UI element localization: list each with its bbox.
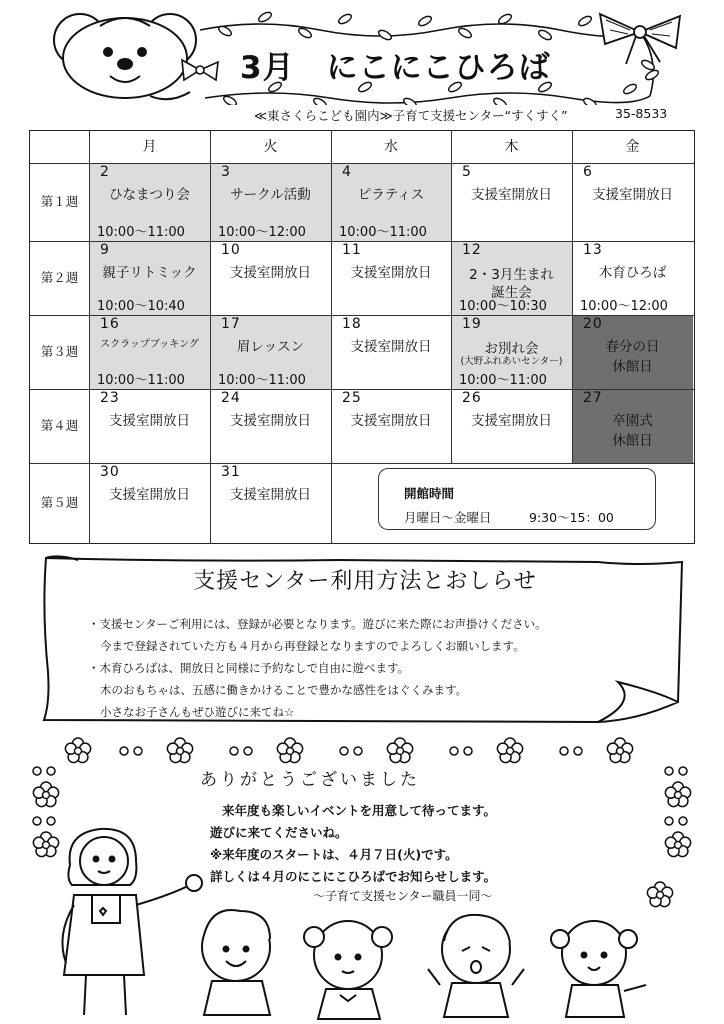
event-time: 10:00～11:00 [218, 373, 306, 388]
grid-vline [331, 131, 332, 463]
flower-icon [167, 738, 192, 763]
event-title: 支援室開放日 [592, 187, 673, 203]
grid-hline [30, 315, 694, 316]
flower-icon [665, 832, 690, 857]
dot-pair-icon [450, 747, 472, 755]
event-title: 親子リトミック [102, 265, 197, 281]
event-subtitle: 休館日 [612, 433, 653, 449]
event-title: スクラップブッキング [100, 339, 199, 350]
event-time: 10:00～11:00 [459, 373, 547, 388]
day-cell [210, 389, 331, 463]
event-title: 支援室開放日 [230, 265, 311, 281]
calendar-grid [29, 130, 695, 544]
child-icon [428, 915, 524, 1017]
event-subtitle: 誕生会 [491, 285, 532, 301]
dot-pair-icon [120, 747, 142, 755]
page-title: 3月 にこにこひろば [240, 50, 551, 86]
grid-vline [89, 131, 90, 543]
thanks-title: ありがとうございました [200, 770, 420, 790]
day-cell [572, 163, 693, 241]
thanks-line: 詳しくは４月のにこにこひろばでお知らせします。 [210, 869, 497, 884]
event-time: 10:00～12:00 [218, 225, 306, 240]
day-number: 23 [100, 390, 120, 406]
weekday-header: 金 [625, 139, 640, 155]
vine-leaf-icon [622, 82, 638, 95]
dot-pair-icon [33, 817, 55, 825]
day-number: 31 [221, 464, 241, 480]
notice-line: 小さなお子さんもぜひ遊びに来てね☆ [100, 705, 295, 719]
flower-icon [497, 738, 522, 763]
opening-hours-time: 9:30～15：00 [529, 510, 614, 525]
day-cell [451, 315, 572, 389]
teddy-bear-icon [54, 14, 196, 99]
event-title: 支援室開放日 [350, 413, 432, 429]
day-number: 10 [221, 242, 241, 258]
event-time: 10:00～10:40 [97, 299, 185, 314]
day-cell [331, 315, 451, 389]
event-time: 10:00～10:30 [459, 299, 547, 314]
notice-line: 今まで登録されていた方も４月から再登録となりますのでよろしくお願いします。 [100, 639, 525, 653]
teacher-icon [62, 829, 202, 1015]
day-cell [89, 463, 210, 543]
staff-signature: ～子育て支援センター職員一同～ [313, 889, 493, 903]
week-label: 第４週 [40, 418, 79, 433]
dot-pair-icon [665, 767, 687, 775]
notice-panel [38, 552, 692, 728]
flower-icon [277, 738, 302, 763]
weekday-header: 月 [142, 139, 157, 155]
bow-ribbon-icon [600, 14, 680, 64]
day-number: 18 [342, 316, 362, 332]
day-cell [331, 241, 451, 315]
day-number: 27 [583, 390, 603, 406]
flower-icon [33, 832, 58, 857]
vine-leaf-icon [457, 26, 473, 39]
day-cell [89, 315, 210, 389]
day-cell [572, 315, 693, 389]
flower-icon [387, 738, 412, 763]
week-label: 第５週 [40, 495, 79, 510]
day-number: 16 [100, 316, 120, 332]
event-time: 10:00～11:00 [97, 373, 185, 388]
flower-icon [647, 882, 672, 907]
week-label: 第３週 [40, 344, 79, 359]
grid-hline [30, 163, 694, 164]
grid-hline [30, 241, 694, 242]
notice-line: 木のおもちゃは、五感に働きかけることで豊かな感性をはぐくみます。 [100, 683, 468, 697]
day-number: 2 [100, 164, 110, 180]
day-number: 13 [583, 242, 603, 258]
event-title: 支援室開放日 [471, 413, 552, 429]
vine-leaf-icon [337, 12, 353, 25]
dot-pair-icon [560, 747, 582, 755]
grid-vline [572, 131, 573, 463]
day-number: 12 [462, 242, 482, 258]
vine-leaf-icon [537, 28, 553, 41]
event-title: ピラティス [357, 187, 425, 203]
flower-icon [65, 738, 90, 763]
organization-line: ≪東さくらこども園内≫子育て支援センター“すくすく” [254, 108, 568, 123]
vine-leaf-icon [577, 14, 593, 27]
event-title: お別れ会 [484, 341, 539, 357]
day-number: 26 [462, 390, 482, 406]
opening-hours-label: 開館時間 [404, 486, 455, 501]
opening-hours-days: 月曜日～金曜日 [404, 510, 492, 525]
event-time: 10:00～11:00 [97, 225, 185, 240]
day-cell [210, 241, 331, 315]
day-number: 30 [100, 464, 120, 480]
week-label: 第２週 [40, 270, 79, 285]
notice-title: 支援センター利用方法とおしらせ [193, 569, 537, 594]
day-cell [572, 241, 693, 315]
vine-leaf-icon [417, 14, 433, 27]
vine-leaf-icon [257, 10, 273, 23]
event-title: 支援室開放日 [471, 187, 552, 203]
event-title: 春分の日 [605, 339, 660, 355]
opening-hours-box [378, 468, 656, 530]
weekday-header: 水 [384, 139, 398, 155]
grid-hline [30, 463, 694, 464]
event-title: 卒園式 [612, 413, 653, 429]
day-cell [210, 463, 331, 543]
dot-pair-icon [33, 767, 55, 775]
thanks-section [0, 735, 724, 1024]
grid-hline [30, 389, 694, 390]
header [0, 0, 724, 130]
day-number: 6 [583, 164, 593, 180]
day-number: 19 [462, 316, 482, 332]
event-subtitle: (大野ふれあいセンター) [460, 356, 563, 367]
event-title: 眉レッスン [236, 339, 305, 355]
vine-leaf-icon [644, 68, 660, 81]
day-cell [89, 389, 210, 463]
notice-line: ・木育ひろばは、開放日と同様に予約なしで自由に遊べます。 [88, 661, 410, 675]
day-cell [451, 241, 572, 315]
day-number: 4 [342, 164, 352, 180]
event-time: 10:00～12:00 [580, 299, 668, 314]
event-title: 支援室開放日 [350, 265, 432, 281]
weekday-header: 木 [504, 139, 519, 155]
day-cell [331, 389, 451, 463]
child-icon [304, 921, 392, 1019]
day-number: 3 [221, 164, 231, 180]
event-title: 支援室開放日 [350, 339, 432, 355]
day-cell [451, 163, 572, 241]
day-cell [210, 315, 331, 389]
day-number: 9 [100, 242, 110, 258]
child-icon [202, 910, 270, 1015]
dot-pair-icon [665, 817, 687, 825]
event-title: 2・3月生まれ [469, 267, 554, 283]
event-title: 木育ひろば [598, 265, 667, 281]
day-number: 11 [342, 242, 362, 258]
dot-pair-icon [340, 747, 362, 755]
vine-leaf-icon [640, 58, 656, 71]
event-title: サークル活動 [230, 187, 311, 203]
child-icon [551, 921, 646, 1017]
day-cell [451, 389, 572, 463]
thanks-line: ※来年度のスタートは、４月７日(火)です。 [210, 847, 458, 862]
event-subtitle: 休館日 [612, 359, 653, 375]
thanks-line: 遊びに来てくださいね。 [210, 825, 348, 840]
event-title: 支援室開放日 [109, 487, 190, 503]
flower-icon [607, 738, 632, 763]
phone-number: 35-8533 [615, 106, 668, 121]
weekday-header: 火 [263, 139, 278, 155]
vine-leaf-icon [492, 96, 508, 105]
flower-icon [33, 782, 58, 807]
notice-line: ・支援センターご利用には、登録が必要となります。遊びに来た際にお声掛けください。 [88, 617, 547, 631]
grid-vline [331, 463, 332, 543]
day-number: 5 [462, 164, 472, 180]
day-number: 17 [221, 316, 241, 332]
grid-vline [210, 131, 211, 543]
event-time: 10:00～11:00 [339, 225, 427, 240]
day-cell [89, 163, 210, 241]
event-title: 支援室開放日 [230, 413, 311, 429]
vine-leaf-icon [377, 28, 393, 41]
day-cell [572, 389, 693, 463]
vine-leaf-icon [402, 96, 418, 105]
flower-icon [665, 782, 690, 807]
day-cell [210, 163, 331, 241]
vine-leaf-icon [217, 24, 233, 37]
thanks-line: 来年度も楽しいイベントを用意して待ってます。 [222, 803, 497, 818]
grid-vline [451, 131, 452, 463]
day-number: 20 [583, 316, 603, 332]
dot-pair-icon [230, 747, 252, 755]
day-number: 25 [342, 390, 362, 406]
event-title: 支援室開放日 [230, 487, 311, 503]
bow-ribbon-icon [182, 60, 218, 80]
day-cell [89, 241, 210, 315]
week-label: 第１週 [40, 194, 79, 209]
event-title: 支援室開放日 [109, 413, 190, 429]
day-cell [331, 163, 451, 241]
day-number: 24 [221, 390, 241, 406]
event-title: ひなまつり会 [109, 187, 190, 203]
